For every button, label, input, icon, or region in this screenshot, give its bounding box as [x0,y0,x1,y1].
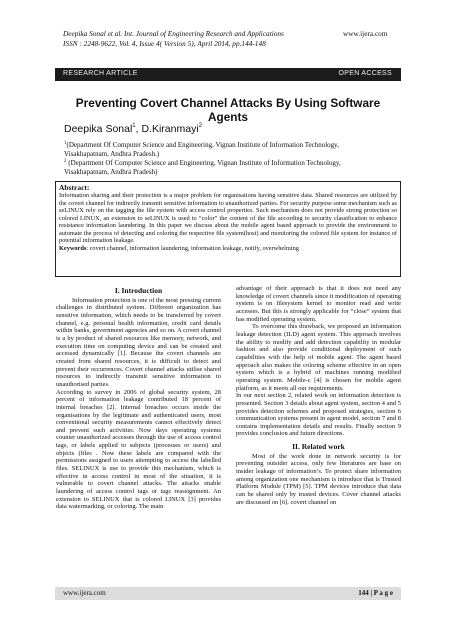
journal-issn: ISSN : 2248-9622, Vol. 4, Issue 4( Version 5), April 2014, pp.144-148 [63,39,266,48]
footer-url[interactable]: www.ijera.com [63,589,106,597]
related-work-paragraph-1: Most of the work done in network security is for preventing outsider access, only few literatures are base on insider leakage of information’s. To protect share information among organization one mechanism is introduce that is Trusted Platform Module (TPM) [5]. TPM devices introduce that data can be shared only by trusted devices. Cover channel attacks are discussed on [6]. covert channel on [236,452,401,506]
open-access-label: OPEN ACCESS [338,70,392,77]
affiliation-1-text: (Department Of Computer Science and Engineering, Vignan Institute of Information Technology, [66,141,339,149]
abstract-text: Information sharing and their protection is a major problem for organisations having sensitive data. Shared resources are utilized by the covert channel for indirectly transmit sensitive information to unauthorized parties. For security purpose some mechanism such as seLINUX rely on the tagging the file system with access control properties. Such mechanism does not provide strong protection so colored LINUX, an extension to seLINUX is used to “color” the content of the file according to security classification to enhance resistance information laundering. In this paper we discuss about the mobile agent based approach to provide the environment to automate the process of detecting and coloring the respective file system(host) and monitoring the colored file system for instance of potential information leakage. [59,192,397,244]
page-number: 144 | P a g e [358,589,393,597]
author-2-sup: 2 [198,123,202,129]
journal-url[interactable]: www.ijera.com [343,29,388,38]
abstract-box [55,181,401,277]
journal-citation: Deepika Sonal et al. Int. Journal of Engineering Research and Applications [63,29,284,38]
affiliation-1-city: Visakhapatnam, Andhra Pradesh.) [64,149,160,158]
left-column [56,285,221,511]
abstract-heading: Abstract: [59,183,90,192]
keywords-line [59,245,397,253]
author-1: Deepika Sonal [64,123,133,135]
keywords-label: Keywords [59,244,87,252]
paper-title: Preventing Covert Channel Attacks By Using Software Agents [75,96,381,124]
affiliation-2-sup: 2 [64,159,67,164]
section-heading-related-work: II. Related work [292,442,345,452]
author-2: , D.Kiranmayi [135,123,199,135]
article-banner [55,68,401,81]
intro-paragraph-1: Information protection is one of the most pressing current challenges in distributed system. Different organization has sensitive information, which needs to be transferred by covert channel, e.g. personal health information, credit card details within banks, government agencies and so on. A covert channel is a by product of shared resources like memory, network, and execution time on computing device and can be created and accessed dynamically [1]. Because the covert channels are created from shared resources, it is difficult to detect and prevent their occurrences. Covert channel attacks utilise shared resources to indirectly transmit sensitive information to unauthorised parties. [56,296,221,388]
intro-paragraph-3: advantage of their approach is that it does not need any knowledge of covert channels since it modification of operating system is on filesystem kernel to monitor read and write accesses. But this is strongly applicable for “close” system that has modified operating system. [236,285,401,323]
intro-paragraph-5: In our next section 2, related work on information detection is presented. Section 3 details about agent system, section 4 and 5 provides detection schemes and proposed strategies, section 6 communication systems present in agent model, section 7 and 8 contains implementation details and results. Finally section 9 provides conclusion and future directions. [236,392,401,438]
author-line [64,123,202,135]
keywords-text: : covert channel, information laundering, information leakage, notify, overwhelming [86,244,299,252]
page-footer [55,587,401,600]
affiliation-2 [64,158,394,176]
affiliation-1 [64,140,394,158]
intro-paragraph-4: To overcome this drawback, we proposed an information leakage detection (ILD) agent system. This approach involves the ability to modify and add detection capability in modular fashion and also provide conditional deployment of such capabilities with the help of mobile agent. The agent based approach also makes the coloring scheme effective in an open system which is a hybrid of machines running modified operating system. Mobile-c [4] is chosen for mobile agent platform, as it meets all our requirements. [236,323,401,392]
intro-paragraph-2: According to survey in 2006 of global security system, 28 percent of information leakage contributed 18 percent of internal breaches [2]. Internal breaches occurs inside the organisations by the legitimate and authenticated users, most conventional security measurements cannot effectively detect and prevent such activities. Now days operating systems counter unauthorized accesses through the use of access control tags, or labels applied to subjects (processes or users) and objects (files . Now these labels are compared with the permissions assigned to users attempting to access the labelled files. SELINUX is use to provide this mechanism, which is effective in access control in most of the situation, it is vulnerable to covert channel attacks. The attacks enable laundering of access control tags or tags reassignment. An extension to SELINUX that is colored LINUX [3] provides data watermarking, or coloring. The main [56,388,221,511]
affiliation-2-text: (Department Of Computer Science and Engineering, Vignan Institute of Information Technology, [66,159,341,167]
affiliation-1-sup: 1 [64,141,67,146]
article-type-label: RESEARCH ARTICLE [63,70,138,77]
right-column [236,285,401,506]
section-heading-introduction: I. Introduction [114,286,163,295]
affiliation-2-city: Visakhapatnam, Andhra Pradesh) [64,167,158,176]
author-1-sup: 1 [132,123,136,129]
